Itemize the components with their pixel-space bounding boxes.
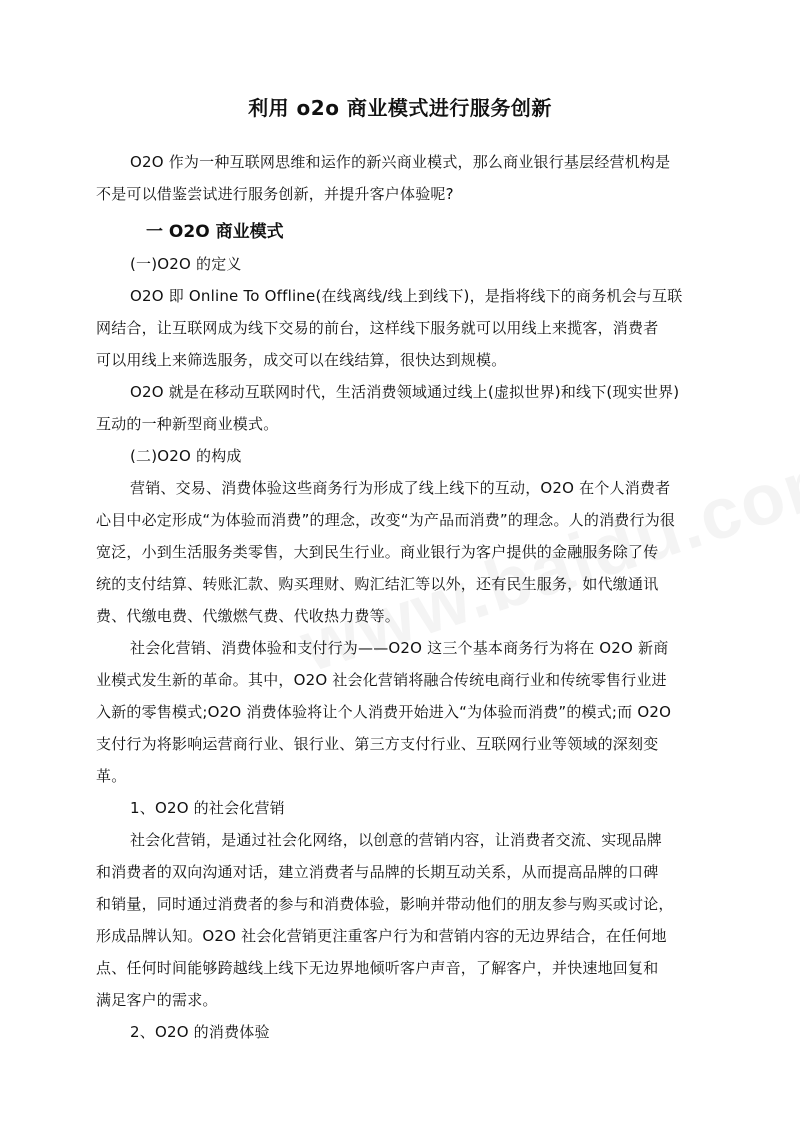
item-heading: 1、O2O 的社会化营销	[130, 799, 285, 817]
paragraph-line: 点、任何时间能够跨越线上线下无边界地倾听客户声音，了解客户，并快速地回复和	[96, 959, 659, 977]
paragraph-line: O2O 即 Online To Offline(在线离线/线上到线下)，是指将线下的商务机会与互联	[130, 287, 683, 305]
subsection-heading: (一)O2O 的定义	[130, 255, 242, 273]
item-heading: 2、O2O 的消费体验	[130, 1023, 270, 1041]
paragraph-line: 营销、交易、消费体验这些商务行为形成了线上线下的互动，O2O 在个人消费者	[130, 479, 671, 497]
paragraph-line: 网结合，让互联网成为线下交易的前台，这样线下服务就可以用线上来揽客，消费者	[96, 319, 659, 337]
paragraph-line: 宽泛，小到生活服务类零售，大到民生行业。商业银行为客户提供的金融服务除了传	[96, 543, 659, 561]
paragraph-line: 费、代缴电费、代缴燃气费、代收热力费等。	[96, 607, 401, 625]
intro-line-2: 不是可以借鉴尝试进行服务创新，并提升客户体验呢?	[96, 185, 454, 203]
paragraph-line: 和销量，同时通过消费者的参与和消费体验，影响并带动他们的朋友参与购买或讨论，	[96, 895, 674, 913]
paragraph-line: O2O 就是在移动互联网时代，生活消费领域通过线上(虚拟世界)和线下(现实世界)	[130, 383, 680, 401]
subsection-heading: (二)O2O 的构成	[130, 447, 242, 465]
intro-line-1: O2O 作为一种互联网思维和运作的新兴商业模式，那么商业银行基层经营机构是	[130, 153, 671, 171]
paragraph-line: 满足客户的需求。	[96, 991, 218, 1009]
section-heading: 一 O2O 商业模式	[146, 222, 284, 242]
paragraph-line: 革。	[96, 767, 127, 785]
paragraph-line: 心目中必定形成“为体验而消费”的理念，改变“为产品而消费”的理念。人的消费行为很	[96, 511, 676, 529]
paragraph-line: 统的支付结算、转账汇款、购买理财、购汇结汇等以外，还有民生服务，如代缴通讯	[96, 575, 659, 593]
paragraph-line: 支付行为将影响运营商行业、银行业、第三方支付行业、互联网行业等领域的深刻变	[96, 735, 659, 753]
document-title: 利用 o2o 商业模式进行服务创新	[248, 96, 552, 120]
paragraph-line: 互动的一种新型商业模式。	[96, 415, 279, 433]
paragraph-line: 可以用线上来筛选服务，成交可以在线结算，很快达到规模。	[96, 351, 507, 369]
paragraph-line: 业模式发生新的革命。其中，O2O 社会化营销将融合传统电商行业和传统零售行业进	[96, 671, 667, 689]
paragraph-line: 入新的零售模式;O2O 消费体验将让个人消费开始进入“为体验而消费”的模式;而 O2O	[96, 703, 672, 721]
paragraph-line: 形成品牌认知。O2O 社会化营销更注重客户行为和营销内容的无边界结合，在任何地	[96, 927, 667, 945]
paragraph-line: 社会化营销，是通过社会化网络，以创意的营销内容，让消费者交流、实现品牌	[130, 831, 663, 849]
paragraph-line: 社会化营销、消费体验和支付行为——O2O 这三个基本商务行为将在 O2O 新商	[130, 639, 669, 657]
paragraph-line: 和消费者的双向沟通对话，建立消费者与品牌的长期互动关系，从而提高品牌的口碑	[96, 863, 659, 881]
